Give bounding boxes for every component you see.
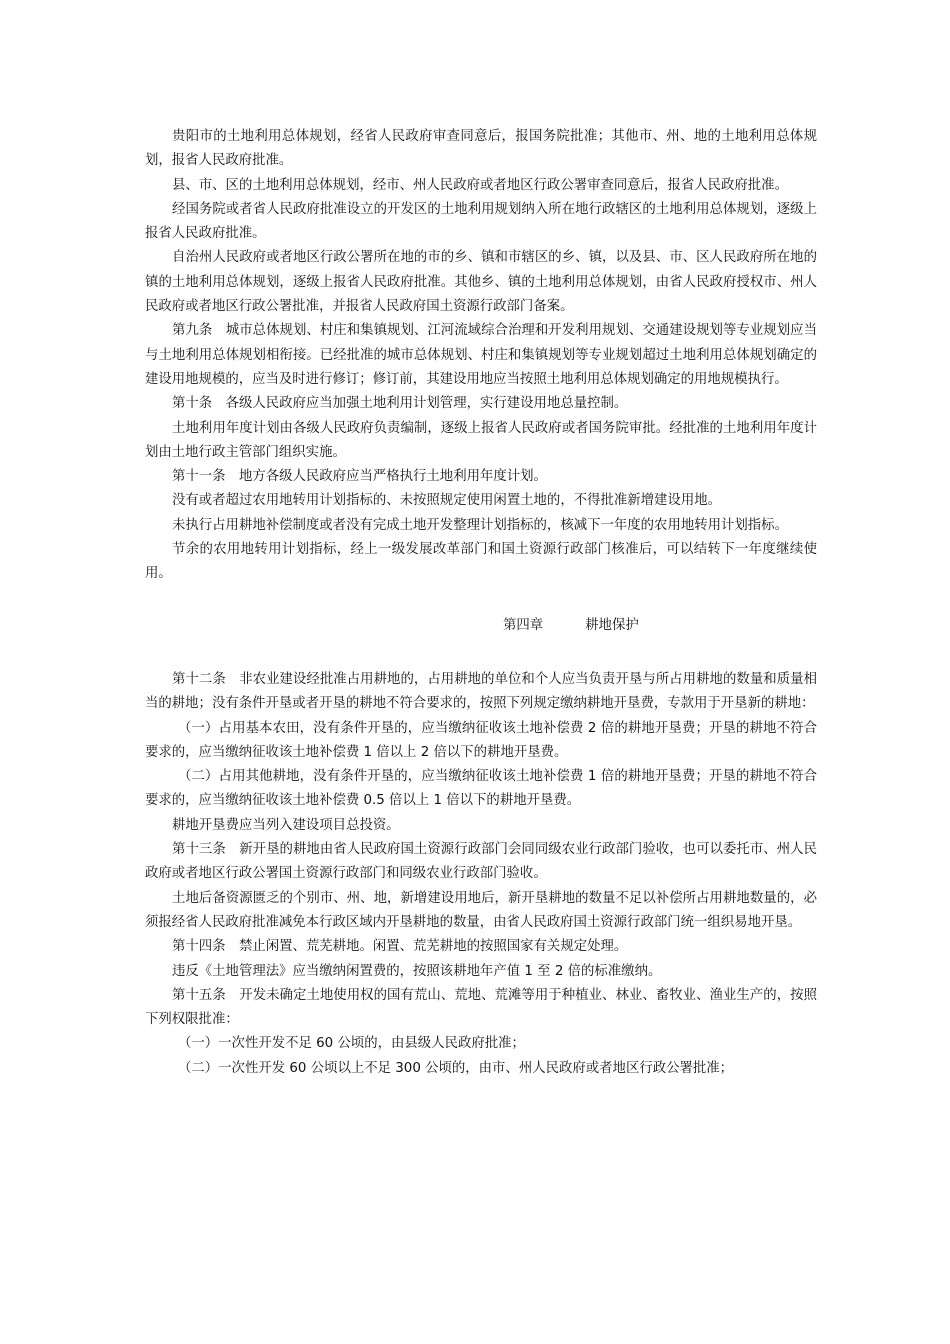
article-11: 第十一条 地方各级人民政府应当严格执行土地利用年度计划。 (172, 469, 547, 485)
article-10: 第十条 各级人民政府应当加强土地利用计划管理，实行建设用地总量控制。 (172, 396, 628, 412)
paragraph: 违反《土地管理法》应当缴纳闲置费的，按照该耕地年产值 1 至 2 倍的标准缴纳。 (172, 963, 662, 979)
section-land-planning (145, 125, 817, 587)
article-14: 第十四条 禁止闲置、荒芜耕地。闲置、荒芜耕地的按照国家有关规定处理。 (172, 939, 628, 955)
paragraph: 自治州人民政府或者地区行政公署所在地的市的乡、镇和市辖区的乡、镇，以及县、市、区人民政府所在地的镇的土地利用总体规划，逐级上报省人民政府批准。其他乡、镇的土地利用总体规划，由省人民政府授权市、州人民政府或者地区行政公署批准，并报省人民政府国土资源行政部门备案。 (145, 250, 817, 315)
article-12: 第十二条 非农业建设经批准占用耕地的，占用耕地的单位和个人应当负责开垦与所占用耕地的数量和质量相当的耕地；没有条件开垦或者开垦的耕地不符合要求的，按照下列规定缴纳耕地开垦费，专款用于开垦新的耕地： (145, 671, 817, 712)
paragraph: 土地利用年度计划由各级人民政府负责编制，逐级上报省人民政府或者国务院审批。经批准的土地利用年度计划由土地行政主管部门组织实施。 (145, 420, 817, 460)
chapter-number: 第四章 (503, 617, 544, 633)
list-item: （二）占用其他耕地，没有条件开垦的，应当缴纳征收该土地补偿费 1 倍的耕地开垦费；开垦的耕地不符合要求的，应当缴纳征收该土地补偿费 0.5 倍以上 1 倍以下的耕地开垦费。 (145, 769, 817, 809)
paragraph: 土地后备资源匮乏的个别市、州、地，新增建设用地后，新开垦耕地的数量不足以补偿所占用耕地数量的，必须报经省人民政府批准减免本行政区域内开垦耕地的数量，由省人民政府国土资源行政部门统一组织易地开垦。 (145, 890, 817, 930)
list-item: （一）占用基本农田，没有条件开垦的，应当缴纳征收该土地补偿费 2 倍的耕地开垦费；开垦的耕地不符合要求的，应当缴纳征收该土地补偿费 1 倍以上 2 倍以下的耕地开垦费。 (145, 720, 817, 760)
list-item: （二）一次性开发 60 公顷以上不足 300 公顷的，由市、州人民政府或者地区行政公署批准； (178, 1060, 734, 1076)
article-9: 第九条 城市总体规划、村庄和集镇规划、江河流域综合治理和开发利用规划、交通建设规划等专业规划应当与土地利用总体规划相衔接。已经批准的城市总体规划、村庄和集镇规划等专业规划超过土地利用总体规划确定的建设用地规模的，应当及时进行修订；修订前，其建设用地应当按照土地利用总体规划确定的用地规模执行。 (145, 323, 817, 387)
chapter-heading (145, 614, 817, 638)
paragraph: 贵阳市的土地利用总体规划，经省人民政府审查同意后，报国务院批准；其他市、州、地的土地利用总体规划，报省人民政府批准。 (145, 129, 817, 169)
article-13: 第十三条 新开垦的耕地由省人民政府国土资源行政部门会同同级农业行政部门验收，也可以委托市、州人民政府或者地区行政公署国土资源行政部门和同级农业行政部门验收。 (145, 842, 817, 882)
paragraph: 没有或者超过农用地转用计划指标的、未按照规定使用闲置土地的，不得批准新增建设用地。 (172, 493, 722, 509)
section-farmland-protection (145, 668, 817, 1081)
chapter-title: 耕地保护 (585, 617, 639, 633)
paragraph: 耕地开垦费应当列入建设项目总投资。 (172, 817, 400, 833)
paragraph: 节余的农用地转用计划指标，经上一级发展改革部门和国土资源行政部门核准后，可以结转下一年度继续使用。 (145, 542, 817, 582)
paragraph: 经国务院或者省人民政府批准设立的开发区的土地利用规划纳入所在地行政辖区的土地利用总体规划，逐级上报省人民政府批准。 (145, 201, 817, 242)
list-item: （一）一次性开发不足 60 公顷的，由县级人民政府批准； (178, 1036, 525, 1052)
paragraph: 未执行占用耕地补偿制度或者没有完成土地开发整理计划指标的，核减下一年度的农用地转用计划指标。 (172, 517, 788, 533)
paragraph: 县、市、区的土地利用总体规划，经市、州人民政府或者地区行政公署审查同意后，报省人民政府批准。 (172, 177, 788, 193)
document-page (145, 125, 817, 1081)
article-15: 第十五条 开发未确定土地使用权的国有荒山、荒地、荒滩等用于种植业、林业、畜牧业、渔业生产的，按照下列权限批准： (145, 987, 817, 1028)
